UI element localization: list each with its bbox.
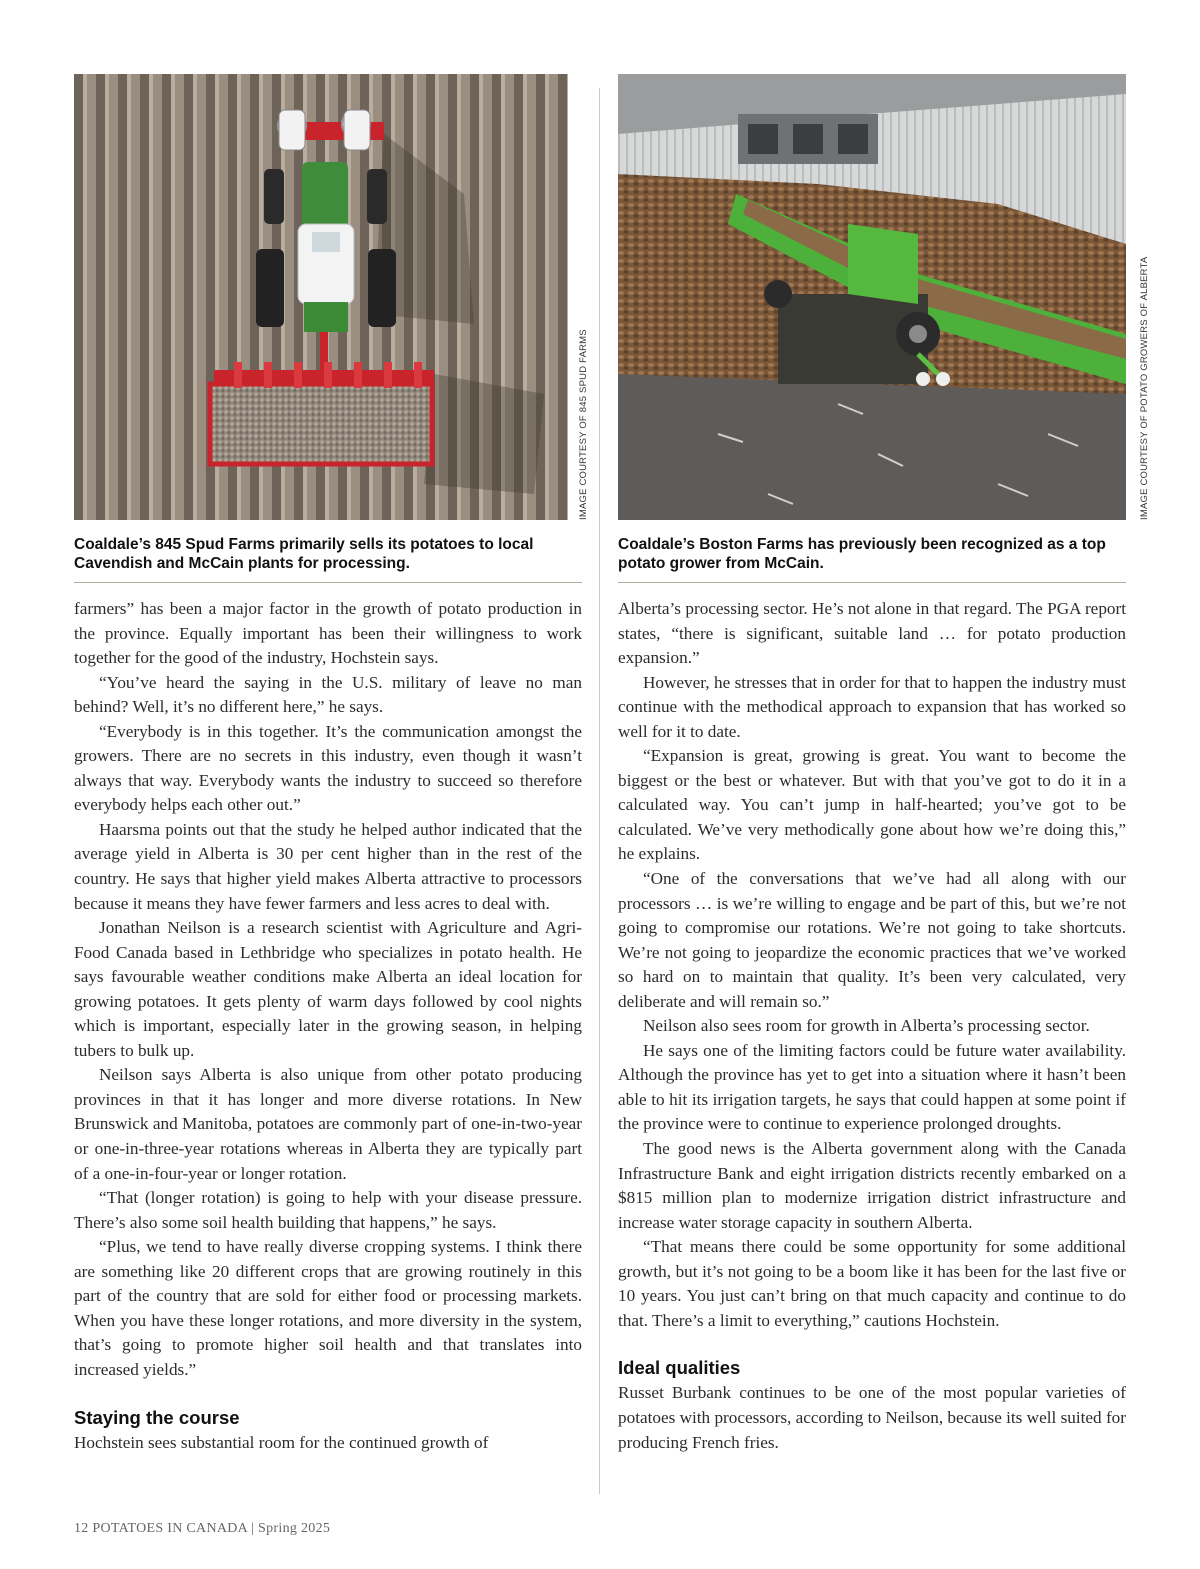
article-paragraph: “Everybody is in this together. It’s the communication amongst the growers. There are no secrets in this industry, even though it wasn’t always that way. Everybody wants the industry to succeed so therefore everybody helps each other out.” — [74, 721, 582, 815]
article-column-right — [618, 597, 1126, 1455]
column-divider — [599, 88, 600, 1494]
photo-caption-right: Coaldale’s Boston Farms has previously been recognized as a top potato grower from McCain. — [618, 536, 1106, 572]
article-paragraph: Jonathan Neilson is a research scientist with Agriculture and Agri-Food Canada based in Lethbridge who specializes in potato health. He says favourable weather conditions make Alberta an ideal location for growing potatoes. It gets plenty of warm days followed by cool nights which is important, especially later in the growing season, in helping tubers to bulk up. — [74, 918, 582, 1060]
article-paragraph: The good news is the Alberta government along with the Canada Infrastructure Bank and eight irrigation districts recently embarked on a $815 million plan to modernize irrigation district infrastructure and increase water storage capacity in southern Alberta. — [618, 1139, 1126, 1232]
article-paragraph: “Expansion is great, growing is great. You want to become the biggest or the best or whatever. But with that you’ve got to do it in a calculated way. You can’t jump in half-hearted; you’ve got to be calculated. We’ve very methodically gone about how we’re doing this,” he explains. — [618, 746, 1126, 864]
article-paragraph: Alberta’s processing sector. He’s not alone in that regard. The PGA report states, “there is significant, suitable land … for potato production expansion.” — [618, 599, 1126, 668]
article-paragraph: farmers” has been a major factor in the growth of potato production in the province. Equally important has been their willingness to work together for the good of the industry, Hochstein says. — [74, 599, 582, 668]
article-paragraph: Hochstein sees substantial room for the continued growth of — [74, 1432, 489, 1452]
article-paragraph: Haarsma points out that the study he helped author indicated that the average yield in Alberta is 30 per cent higher than in the rest of the country. He says that higher yield makes Alberta attractive to processors because it means they have fewer farmers and less acres to deal with. — [74, 819, 582, 913]
article-column-left — [74, 597, 582, 1455]
article-paragraph: Russet Burbank continues to be one of the most popular varieties of potatoes with processors, according to Neilson, because its well suited for producing French fries. — [618, 1383, 1126, 1452]
tractor-planter-aerial-photo — [74, 74, 568, 520]
caption-divider-right — [618, 582, 1126, 583]
photo-credit-left: IMAGE COURTESY OF 845 SPUD FARMS — [578, 329, 589, 520]
subhead-ideal-qualities: Ideal qualities — [618, 1357, 741, 1379]
potato-storage-illustration — [618, 74, 1126, 520]
page-footer: 12 POTATOES IN CANADA | Spring 2025 — [74, 1521, 331, 1536]
article-paragraph: “You’ve heard the saying in the U.S. military of leave no man behind? Well, it’s no different here,” he says. — [74, 672, 582, 717]
article-paragraph: “That means there could be some opportunity for some additional growth, but it’s not going to be a boom like it has been for the last five or 10 years. You just can’t bring on that much capacity and continue to do that. There’s a limit to everything,” cautions Hochstein. — [618, 1237, 1126, 1330]
subhead-staying-the-course: Staying the course — [74, 1406, 240, 1428]
article-paragraph: “One of the conversations that we’ve had all along with our processors … is we’re willing to engage and be part of this, but we’re not going to compromise our rotations. We’re not going to take shortcuts. We’re not going to jeopardize the economic practices that we’ve worked so hard on to maintain that quality. It’s been very calculated, very deliberate and will remain so.” — [618, 869, 1126, 1011]
caption-divider-left — [74, 582, 582, 583]
article-paragraph: “Plus, we tend to have really diverse cropping systems. I think there are something like 20 different crops that are growing routinely in this part of the country that are sold for either food or processing markets. When you have these longer rotations, and more diversity in the system, that’s going to promote higher soil health and that translates into increased yields.” — [74, 1237, 582, 1379]
photo-caption-left: Coaldale’s 845 Spud Farms primarily sells its potatoes to local Cavendish and McCain plants for processing. — [74, 536, 534, 572]
article-paragraph: However, he stresses that in order for that to happen the industry must continue with the methodical approach to expansion that has worked so well for it to date. — [618, 672, 1126, 741]
potato-storage-conveyor-photo — [618, 74, 1126, 520]
article-paragraph: Neilson also sees room for growth in Alberta’s processing sector. — [643, 1016, 1090, 1036]
article-paragraph: “That (longer rotation) is going to help with your disease pressure. There’s also some soil health building that happens,” he says. — [74, 1188, 582, 1232]
article-paragraph: He says one of the limiting factors could be future water availability. Although the province has yet to get into a situation where it hasn’t been able to hit its irrigation targets, he says that could happen at some point if the province were to continue to experience prolonged droughts. — [618, 1040, 1126, 1134]
tractor-planter-illustration — [74, 74, 568, 520]
photo-credit-right: IMAGE COURTESY OF POTATO GROWERS OF ALBERTA — [1139, 256, 1150, 520]
article-paragraph: Neilson says Alberta is also unique from other potato producing provinces in that it has longer and more diverse rotations. In New Brunswick and Manitoba, potatoes are commonly part of one-in-two-year or one-in-three-year rotations whereas in Alberta they are typically part of a one-in-four-year or longer rotation. — [74, 1065, 582, 1183]
